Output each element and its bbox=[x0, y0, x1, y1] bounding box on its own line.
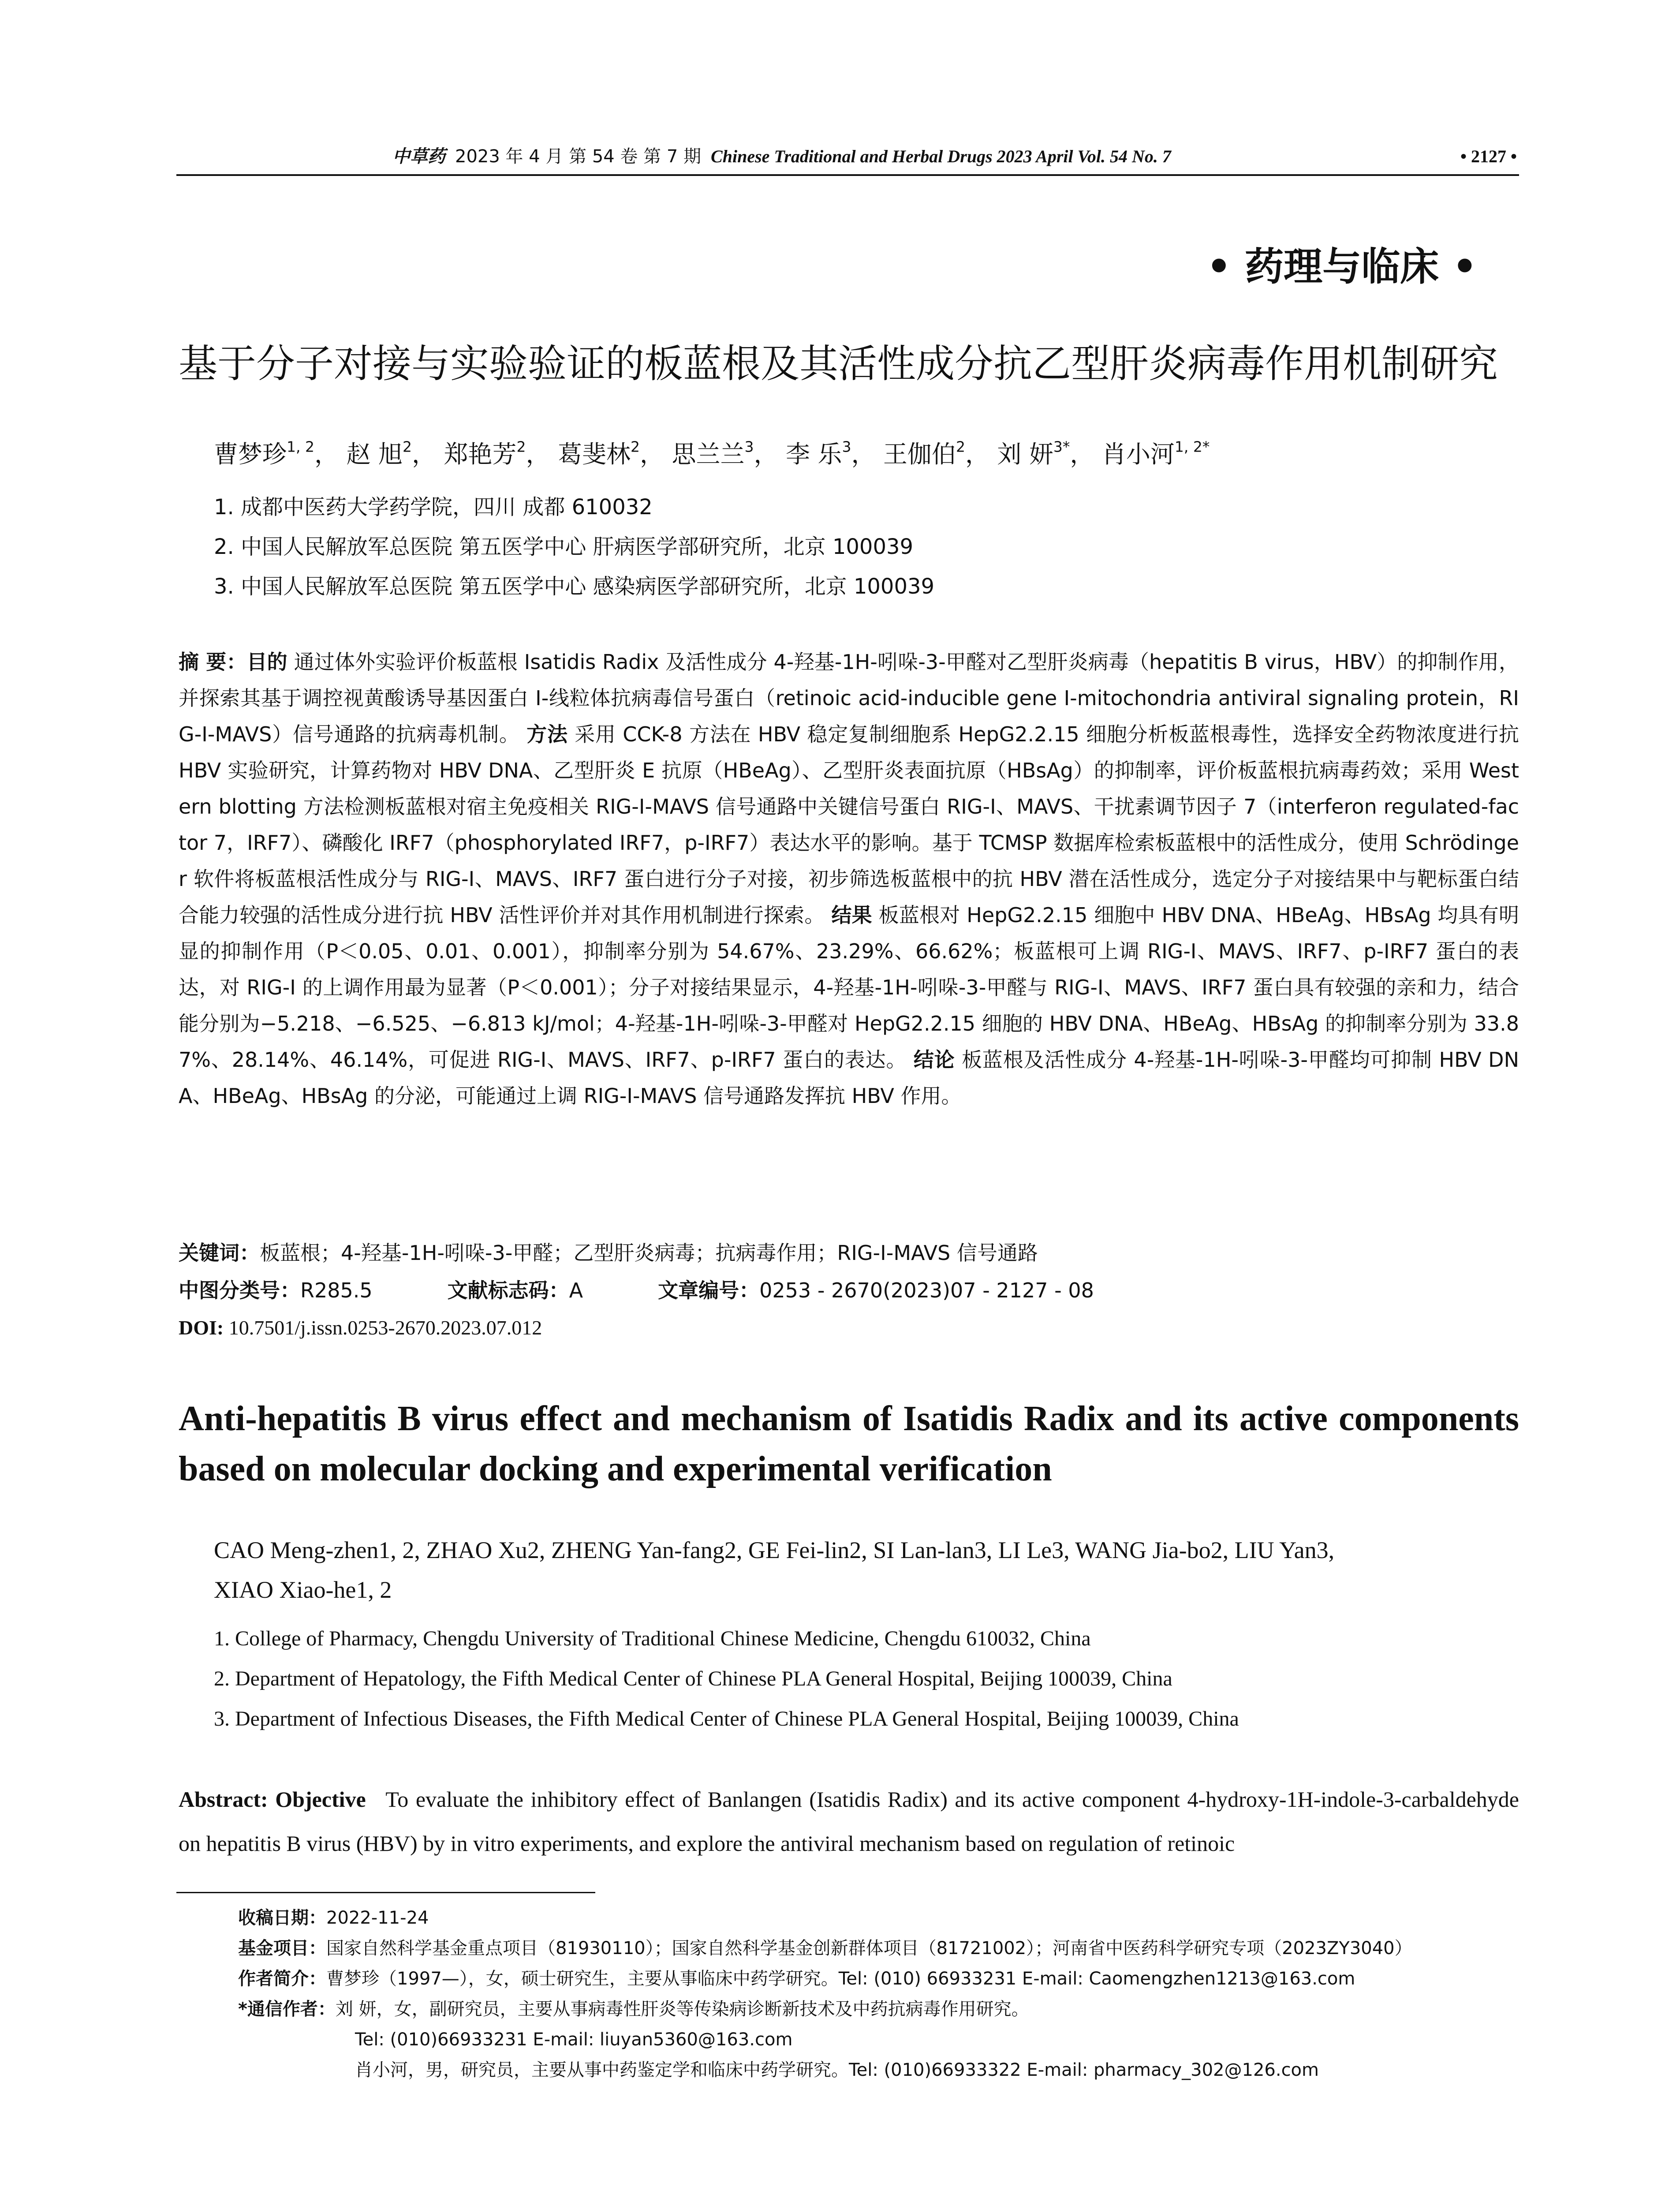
author-cn: 思兰兰$^3$ bbox=[672, 438, 754, 468]
author-cn: 王伽伯$^2$ bbox=[883, 438, 965, 468]
abstract-en bbox=[179, 1777, 1519, 1865]
footnote-received: 收稿日期：2022-11-24 bbox=[238, 1908, 429, 1928]
authors-en bbox=[214, 1530, 1334, 1610]
conclusion-text: 板蓝根及活性成分 4-羟基-1H-吲哚-3-甲醛均可抑制 HBV DNA、HBeAg、HBsAg 的分泌，可能通过上调 RIG-I-MAVS 信号通路发挥抗 HBV 作用。 bbox=[179, 1048, 1519, 1108]
affiliations-cn bbox=[214, 487, 934, 606]
article-no-label: 文章编号： bbox=[658, 1278, 760, 1302]
author-cn: 曹梦珍$^{1, 2}$ bbox=[214, 438, 314, 468]
author-cn: 赵 旭$^2$ bbox=[346, 438, 412, 468]
header-rule bbox=[176, 174, 1519, 176]
author-cn: 李 乐$^3$ bbox=[785, 438, 851, 468]
method-label: 方法 bbox=[526, 722, 568, 746]
objective-text: 通过体外实验评价板蓝根 Isatidis Radix 及活性成分 4-羟基-1H-吲哚-3-甲醛对乙型肝炎病毒（hepatitis B virus，HBV）的抑制作用，并探索其基于调控视黄酸诱导基因蛋白 I-线粒体抗病毒信号蛋白（retinoic acid-inducible gene I-mitochondria antiviral signaling protein，RIG-I-MAVS）信号通路的抗病毒机制。 bbox=[179, 650, 1519, 746]
doi-label: DOI: bbox=[179, 1316, 224, 1339]
method-text: 采用 CCK-8 方法在 HBV 稳定复制细胞系 HepG2.2.15 细胞分析板蓝根毒性，选择安全药物浓度进行抗 HBV 实验研究，计算药物对 HBV DNA、乙型肝炎 E 抗原（HBeAg）、乙型肝炎表面抗原（HBsAg）的抑制率，评价板蓝根抗病毒药效；采用 Western blotting 方法检测板蓝根对宿主免疫相关 RIG-I-MAVS 信号通路中关键信号蛋白 RIG-I、MAVS、干扰素调节因子 7（interferon regulated-factor 7，IRF7）、磷酸化 IRF7（phosphorylated IRF7，p-IRF7）表达水平的影响。基于 TCMSP 数据库检索板蓝根中的活性成分，使用 Schrödinger 软件将板蓝根活性成分与 RIG-I、MAVS、IRF7 蛋白进行分子对接，初步筛选板蓝根中的抗 HBV 潜在活性成分，选定分子对接结果中与靶标蛋白结合能力较强的活性成分进行抗 HBV 活性评价并对其作用机制进行探索。 bbox=[179, 722, 1519, 927]
author-cn: 郑艳芳$^2$ bbox=[444, 438, 526, 468]
affiliation-en: 3. Department of Infectious Diseases, the Fifth Medical Center of Chinese PLA General Hospital, Beijing 100039, China bbox=[214, 1707, 1239, 1730]
classification-row bbox=[179, 1272, 1094, 1308]
authors-en-line-2: XIAO Xiao-he1, 2 bbox=[214, 1577, 392, 1603]
footnote-fund: 基金项目：国家自然科学基金重点项目（81930110）；国家自然科学基金创新群体项目（81721002）；河南省中医药科学研究专项（2023ZY3040） bbox=[238, 1938, 1412, 1958]
affiliations-en bbox=[214, 1618, 1239, 1739]
section-heading: • 药理与临床 • bbox=[1206, 244, 1477, 289]
journal-name-en: Chinese Traditional and Herbal Drugs 2023 April Vol. 54 No. 7 bbox=[711, 146, 1171, 166]
doc-code-label: 文献标志码： bbox=[447, 1278, 569, 1302]
title-cn: 基于分子对接与实验验证的板蓝根及其活性成分抗乙型肝炎病毒作用机制研究 bbox=[179, 341, 1498, 386]
author-cn: 刘 妍$^{3*}$ bbox=[997, 438, 1070, 468]
page-number: • 2127 • bbox=[1460, 146, 1517, 166]
footnote-corresponding-contact: Tel: (010)66933231 E-mail: liuyan5360@163.com bbox=[355, 2029, 793, 2050]
doi-value: 10.7501/j.issn.0253-2670.2023.07.012 bbox=[228, 1316, 542, 1339]
authors-en-line-1: CAO Meng-zhen1, 2, ZHAO Xu2, ZHENG Yan-fang2, GE Fei-lin2, SI Lan-lan3, LI Le3, WANG Jia-bo2, LIU Yan3, bbox=[214, 1537, 1335, 1563]
abstract-en-text: To evaluate the inhibitory effect of Banlangen (Isatidis Radix) and its active component 4-hydroxy-1H-indole-3-carbaldehyde on hepatitis B virus (HBV) by in vitro experiments, and explore the antiviral mechanism based on regulation of retinoic bbox=[179, 1787, 1519, 1856]
affiliation-cn: 2. 中国人民解放军总医院 第五医学中心 肝病医学部研究所，北京 100039 bbox=[214, 534, 914, 559]
result-label: 结果 bbox=[831, 903, 872, 927]
affiliation-cn: 3. 中国人民解放军总医院 第五医学中心 感染病医学部研究所，北京 100039 bbox=[214, 574, 935, 599]
author-cn: 肖小河$^{1, 2*}$ bbox=[1101, 438, 1210, 468]
keywords-label: 关键词： bbox=[179, 1241, 260, 1265]
journal-issue-cn: 2023 年 4 月 第 54 卷 第 7 期 bbox=[455, 146, 702, 167]
result-text: 板蓝根对 HepG2.2.15 细胞中 HBV DNA、HBeAg、HBsAg 均具有明显的抑制作用（P＜0.05、0.01、0.001），抑制率分别为 54.67%、23.29%、66.62%；板蓝根可上调 RIG-I、MAVS、IRF7、p-IRF7 蛋白的表达，对 RIG-I 的上调作用最为显著（P＜0.001）；分子对接结果显示，4-羟基-1H-吲哚-3-甲醛与 RIG-I、MAVS、IRF7 蛋白具有较强的亲和力，结合能分别为−5.218、−6.525、−6.813 kJ/mol；4-羟基-1H-吲哚-3-甲醛对 HepG2.2.15 细胞的 HBV DNA、HBeAg、HBsAg 的抑制率分别为 33.87%、28.14%、46.14%，可促进 RIG-I、MAVS、IRF7、p-IRF7 蛋白的表达。 bbox=[179, 903, 1519, 1072]
affiliation-en: 2. Department of Hepatology, the Fifth Medical Center of Chinese PLA General Hospital, Beijing 100039, China bbox=[214, 1667, 1172, 1690]
title-en: Anti-hepatitis B virus effect and mechanism of Isatidis Radix and its active components based on molecular docking and experimental verification bbox=[179, 1399, 1519, 1488]
keywords-cn bbox=[179, 1235, 1038, 1271]
affiliation-en: 1. College of Pharmacy, Chengdu University of Traditional Chinese Medicine, Chengdu 610032, China bbox=[214, 1627, 1091, 1650]
objective-label: 目的 bbox=[246, 650, 287, 674]
footnote-corresponding-2: 肖小河，男，研究员，主要从事中药鉴定学和临床中药学研究。Tel: (010)66933322 E-mail: pharmacy_302@126.com bbox=[355, 2060, 1319, 2080]
footnote-rule bbox=[176, 1892, 595, 1893]
journal-name-cn: 中草药 bbox=[392, 146, 445, 167]
running-header bbox=[392, 146, 1171, 168]
author-cn: 葛斐林$^2$ bbox=[557, 438, 640, 468]
abstract-en-label: Abstract: Objective bbox=[179, 1787, 366, 1812]
footnote-author-bio: 作者简介：曹梦珍（1997—），女，硕士研究生，主要从事临床中药学研究。Tel: (010) 66933231 E-mail: Caomengzhen1213@163.com bbox=[238, 1969, 1355, 1989]
abstract-cn bbox=[179, 644, 1519, 1114]
doc-code-value: A bbox=[569, 1278, 583, 1302]
footnotes bbox=[238, 1903, 1530, 2085]
article-no-value: 0253 - 2670(2023)07 - 2127 - 08 bbox=[759, 1278, 1094, 1302]
affiliation-cn: 1. 成都中医药大学药学院，四川 成都 610032 bbox=[214, 495, 653, 519]
authors-cn: 曹梦珍$^{1, 2}$， 赵 旭$^2$， 郑艳芳$^2$， 葛斐林$^2$， 思兰兰$^3$， 李 乐$^3$， 王伽伯$^2$， 刘 妍$^{3*}$， 肖小河$^{1, 2*}$ bbox=[214, 438, 1210, 468]
keywords-text: 板蓝根；4-羟基-1H-吲哚-3-甲醛；乙型肝炎病毒；抗病毒作用；RIG-I-MAVS 信号通路 bbox=[260, 1241, 1038, 1265]
abstract-cn-label: 摘 要： bbox=[179, 650, 247, 674]
footnote-corresponding: *通信作者：刘 妍，女，副研究员，主要从事病毒性肝炎等传染病诊断新技术及中药抗病毒作用研究。 bbox=[238, 1999, 1029, 2019]
doi bbox=[179, 1310, 542, 1346]
conclusion-label: 结论 bbox=[913, 1048, 955, 1072]
clc-value: R285.5 bbox=[300, 1278, 373, 1302]
clc-label: 中图分类号： bbox=[179, 1278, 300, 1302]
